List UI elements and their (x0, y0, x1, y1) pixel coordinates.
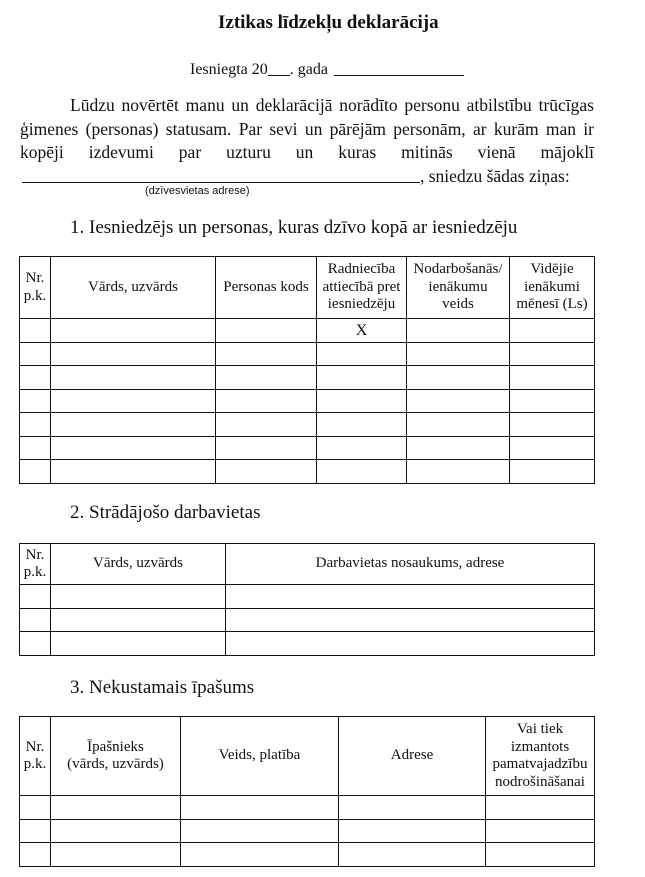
personal-code-cell (216, 460, 317, 484)
occupation-cell (407, 342, 510, 366)
type-area-cell (181, 843, 339, 867)
owner-cell (51, 819, 181, 843)
row-number-cell (20, 819, 51, 843)
col-header-full-name: Vārds, uzvārds (51, 544, 226, 585)
table-row (20, 389, 595, 413)
full-name-cell (51, 389, 216, 413)
row-number-cell (20, 796, 51, 820)
table-row (20, 342, 595, 366)
date-blank (334, 75, 464, 76)
table-row (20, 843, 595, 867)
occupation-cell (407, 366, 510, 390)
personal-code-cell (216, 342, 317, 366)
occupation-cell (407, 413, 510, 437)
occupation-cell (407, 436, 510, 460)
row-number-cell (20, 460, 51, 484)
full-name-cell (51, 319, 216, 343)
table-row (20, 413, 595, 437)
personal-code-cell (216, 413, 317, 437)
row-number-cell (20, 585, 51, 609)
col-header-basic-needs-use: Vai tiek izmantots pamatvajadzību nodrošināšanai (486, 717, 595, 796)
average-income-cell (510, 413, 595, 437)
col-header-row-number: Nr. p.k. (20, 544, 51, 585)
full-name-cell (51, 585, 226, 609)
workplace-cell (226, 632, 595, 656)
workplace-cell (226, 608, 595, 632)
intro-line-3: kopēji izdevumi par uzturu un kuras mitinās vienā mājoklī (20, 142, 594, 162)
full-name-cell (51, 632, 226, 656)
owner-cell (51, 796, 181, 820)
table-row (20, 632, 595, 656)
intro-line-4 (20, 165, 594, 189)
section-2-heading: 2. Strādājošo darbavietas (70, 502, 261, 523)
relationship-cell (317, 366, 407, 390)
col-header-full-name: Vārds, uzvārds (51, 257, 216, 319)
col-header-personal-code: Personas kods (216, 257, 317, 319)
row-number-cell (20, 366, 51, 390)
section-3-heading: 3. Nekustamais īpašums (70, 677, 255, 698)
table-row (20, 585, 595, 609)
intro-paragraph (20, 94, 594, 188)
col-header-workplace: Darbavietas nosaukums, adrese (226, 544, 595, 585)
col-header-type-area: Veids, platība (181, 717, 339, 796)
personal-code-cell (216, 366, 317, 390)
real-estate-table (19, 716, 595, 867)
average-income-cell (510, 460, 595, 484)
relationship-cell (317, 413, 407, 437)
intro-closing: , sniedzu šādas ziņas: (420, 165, 570, 186)
submission-date-line (190, 60, 464, 80)
row-number-cell (20, 389, 51, 413)
average-income-cell (510, 389, 595, 413)
average-income-cell (510, 342, 595, 366)
occupation-cell (407, 319, 510, 343)
row-number-cell (20, 342, 51, 366)
full-name-cell (51, 436, 216, 460)
document-title: Iztikas līdzekļu deklarācija (218, 12, 439, 33)
address-cell (339, 796, 486, 820)
personal-code-cell (216, 389, 317, 413)
workplaces-table (19, 543, 595, 656)
average-income-cell (510, 319, 595, 343)
col-header-address: Adrese (339, 717, 486, 796)
row-number-cell (20, 608, 51, 632)
row-number-cell (20, 319, 51, 343)
table-row (20, 436, 595, 460)
row-number-cell (20, 632, 51, 656)
type-area-cell (181, 819, 339, 843)
col-header-occupation: Nodarbošanās/ ienākumu veids (407, 257, 510, 319)
col-header-relationship: Radniecība attiecībā pret iesniedzēju (317, 257, 407, 319)
table-row (20, 460, 595, 484)
table-header-row (20, 257, 595, 319)
relationship-cell: X (317, 319, 407, 343)
section-1-heading: 1. Iesniedzējs un personas, kuras dzīvo kopā ar iesniedzēju (70, 217, 518, 238)
workplace-cell (226, 585, 595, 609)
full-name-cell (51, 342, 216, 366)
col-header-owner: Īpašnieks (vārds, uzvārds) (51, 717, 181, 796)
intro-line-2: ģimenes (personas) statusam. Par sevi un pārējām personām, ar kurām man ir (20, 118, 594, 139)
col-header-average-income: Vidējie ienākumi mēnesī (Ls) (510, 257, 595, 319)
submission-prefix: Iesniegta 20 (190, 61, 268, 78)
address-blank (22, 182, 420, 183)
average-income-cell (510, 436, 595, 460)
basic-needs-use-cell (486, 843, 595, 867)
relationship-cell (317, 389, 407, 413)
intro-line-1: Lūdzu novērtēt manu un deklarācijā norādīto personu atbilstību trūcīgas (70, 95, 594, 115)
personal-code-cell (216, 436, 317, 460)
full-name-cell (51, 366, 216, 390)
full-name-cell (51, 608, 226, 632)
col-header-row-number: Nr. p.k. (20, 257, 51, 319)
table-row (20, 319, 595, 343)
row-number-cell (20, 436, 51, 460)
occupation-cell (407, 389, 510, 413)
address-cell (339, 843, 486, 867)
table-row (20, 366, 595, 390)
year-blank (268, 75, 290, 76)
household-members-table (19, 256, 595, 484)
submission-middle: . gada (289, 61, 328, 78)
full-name-cell (51, 413, 216, 437)
average-income-cell (510, 366, 595, 390)
owner-cell (51, 843, 181, 867)
table-header-row (20, 717, 595, 796)
personal-code-cell (216, 319, 317, 343)
basic-needs-use-cell (486, 796, 595, 820)
relationship-cell (317, 342, 407, 366)
table-row (20, 796, 595, 820)
table-row (20, 819, 595, 843)
table-row (20, 608, 595, 632)
table-header-row (20, 544, 595, 585)
row-number-cell (20, 413, 51, 437)
col-header-row-number: Nr. p.k. (20, 717, 51, 796)
address-caption: (dzīvesvietas adrese) (145, 185, 250, 197)
row-number-cell (20, 843, 51, 867)
address-cell (339, 819, 486, 843)
basic-needs-use-cell (486, 819, 595, 843)
full-name-cell (51, 460, 216, 484)
relationship-cell (317, 436, 407, 460)
relationship-cell (317, 460, 407, 484)
occupation-cell (407, 460, 510, 484)
type-area-cell (181, 796, 339, 820)
